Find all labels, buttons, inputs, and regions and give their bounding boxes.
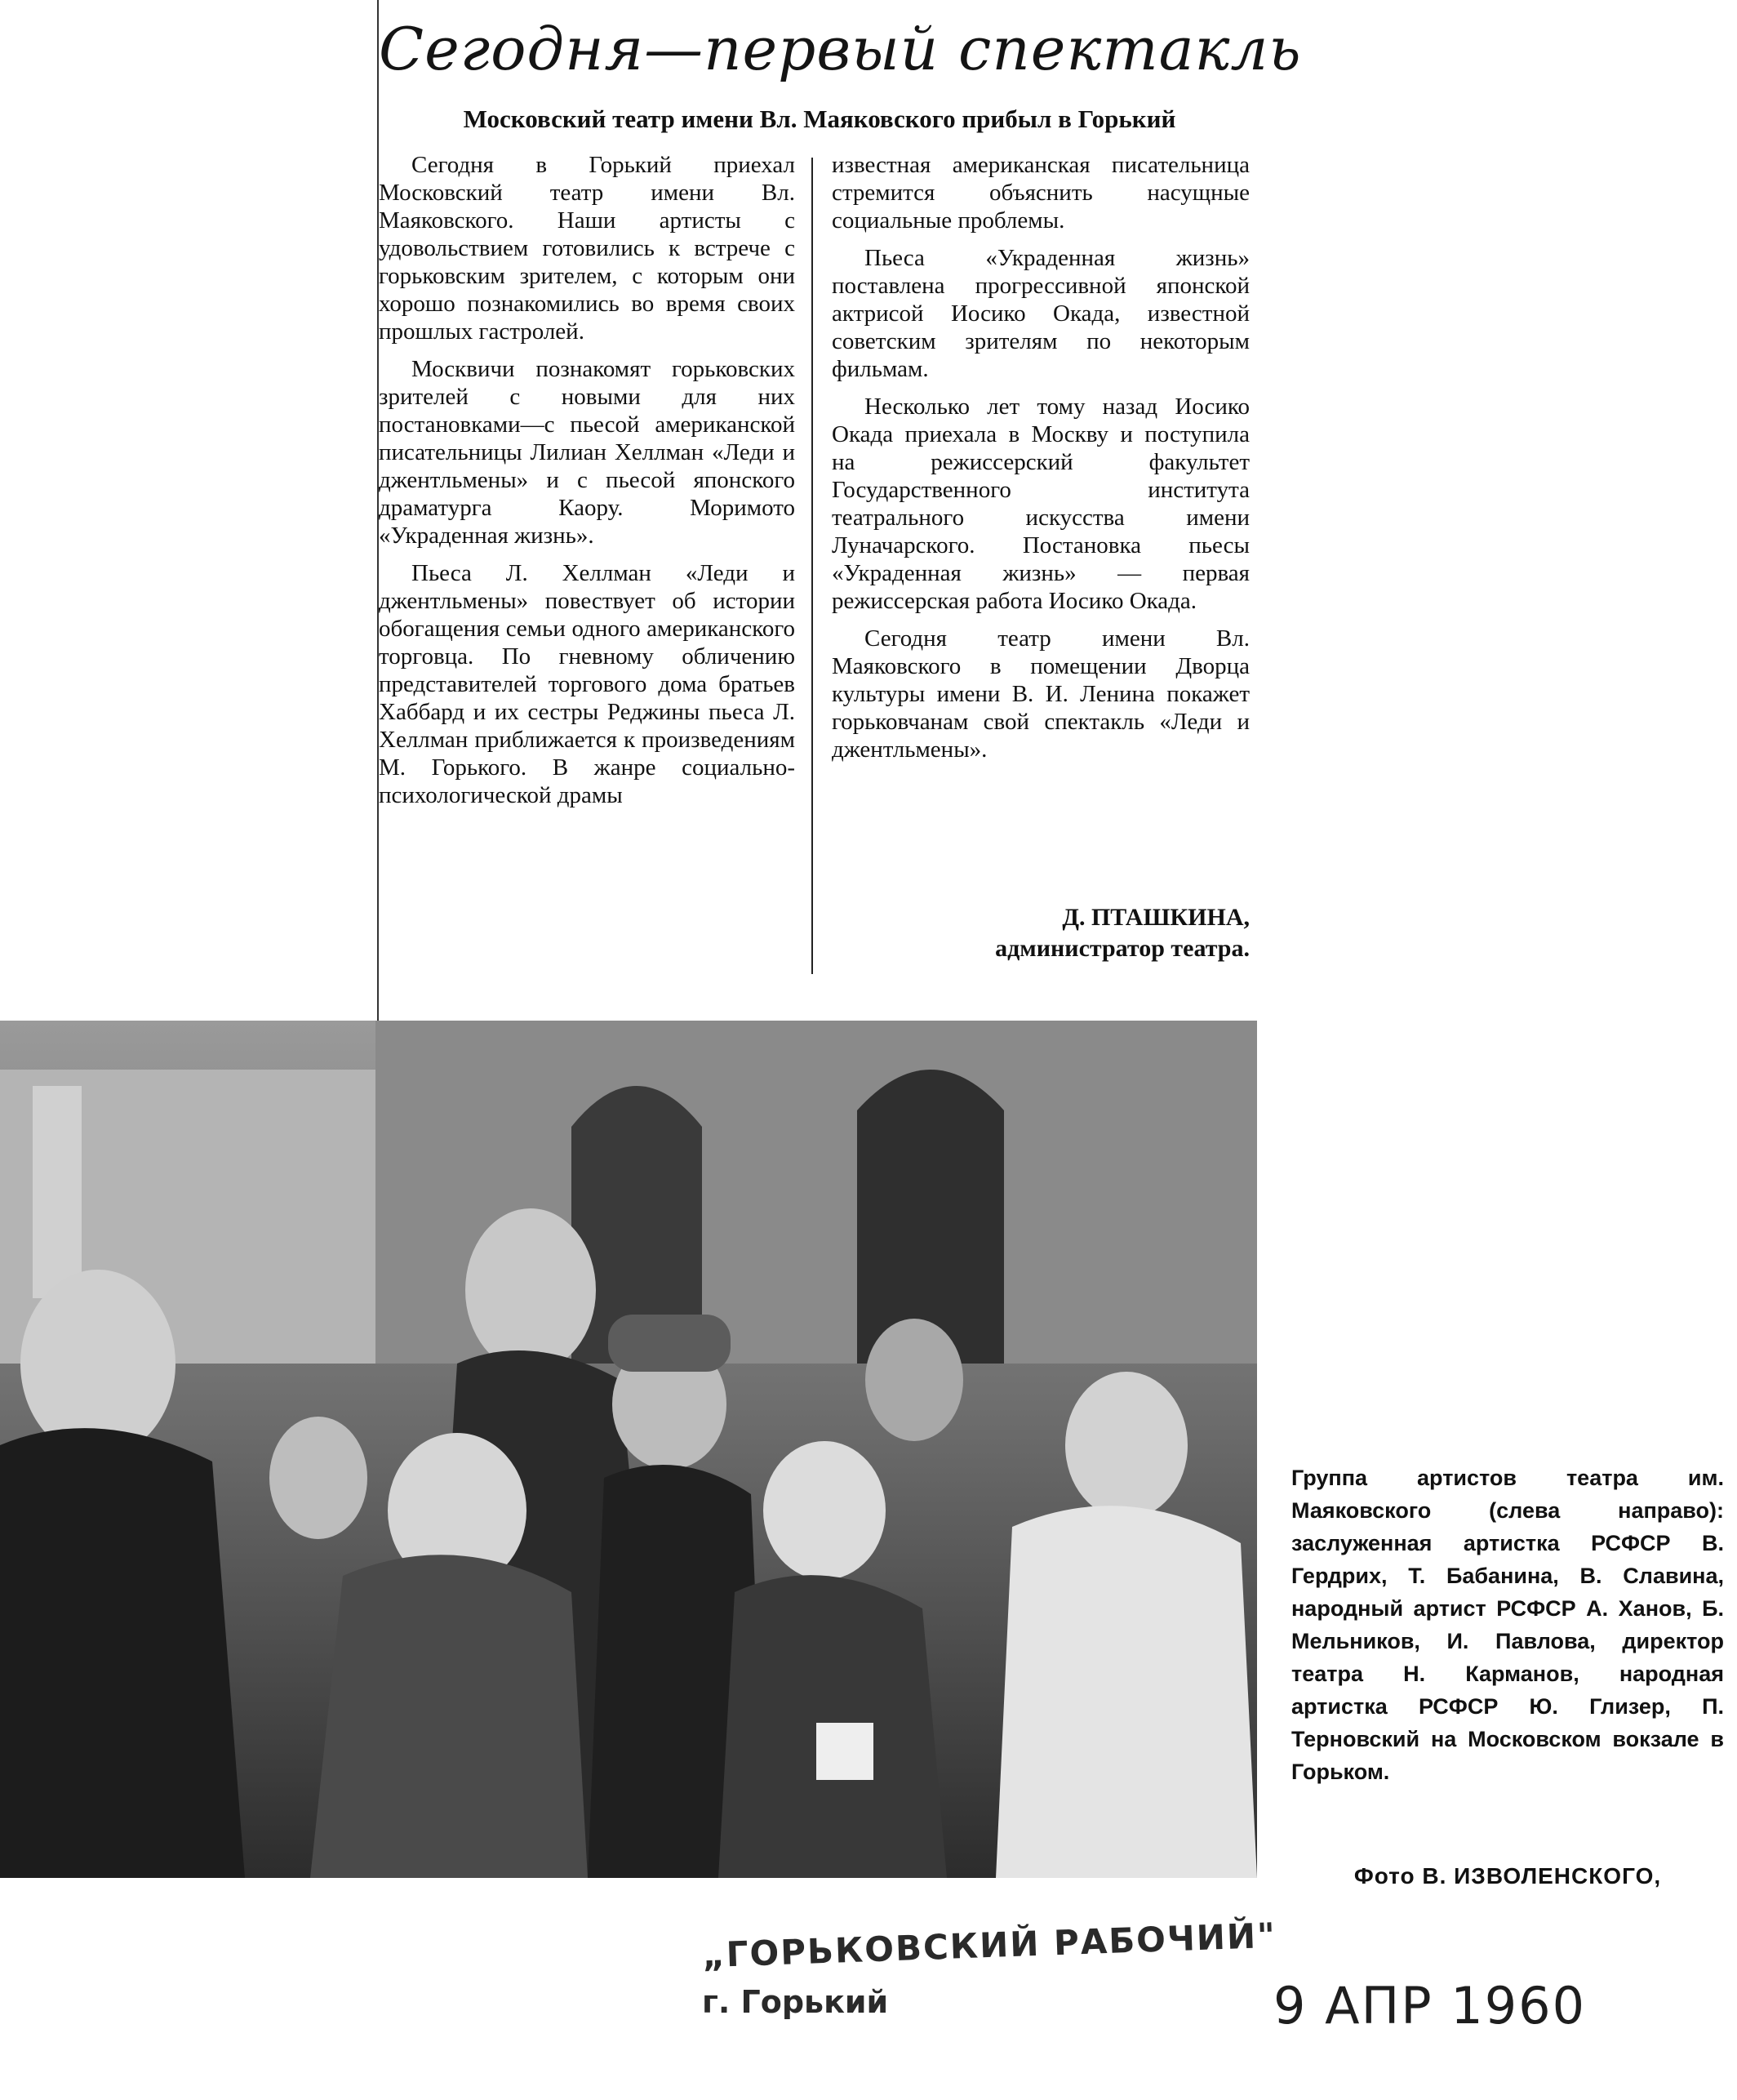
column-divider <box>811 158 813 974</box>
author-name: Д. ПТАШКИНА, <box>1062 904 1250 931</box>
author-role: администратор театра. <box>995 935 1250 962</box>
article-clipping <box>377 0 1302 1021</box>
article-body <box>379 151 1260 968</box>
group-photo <box>0 1021 1257 1878</box>
paragraph: Москвичи познакомят горьковских зрителей с новыми для них постановками—с пьесой американской писательницы Лилиан Хеллман «Леди и джентльмены» и с пьесой японского драматурга Каору. Моримото «Украденная жизнь». <box>379 356 795 549</box>
date-stamp: 9 АПР 1960 <box>1273 1976 1587 2035</box>
article-headline: Сегодня—первый спектакль <box>379 15 1302 83</box>
left-column <box>379 151 795 819</box>
paragraph: известная американская писательница стремится объяснить насущные социальные проблемы. <box>832 152 1250 234</box>
right-column <box>832 151 1250 773</box>
paragraph: Сегодня в Горький приехал Московский театр имени Вл. Маяковского. Наши артисты с удовольствием готовились к встрече с горьковским зрителем, с которым они хорошо познакомились во время своих прошлых гастролей. <box>379 152 795 345</box>
photo-caption: Группа артистов театра им. Маяковского (слева направо): заслуженная артистка РСФСР В. Гердрих, Т. Бабанина, В. Славина, народный артист РСФСР А. Ханов, Б. Мельников, И. Павлова, директор театра Н. Карманов, народная артистка РСФСР Ю. Глизер, П. Терновский на Московском вокзале в Горьком. <box>1291 1466 1724 1784</box>
photo-credit: Фото В. ИЗВОЛЕНСКОГО, <box>1353 1863 1662 1889</box>
paragraph: Несколько лет тому назад Иосико Окада приехала в Москву и поступила на режиссерский факультет Государственного института театрального искусства имени Луначарского. Постановка пьесы «Украденная жизнь» — первая режиссерская работа Иосико Окада. <box>832 394 1250 614</box>
paragraph: Пьеса Л. Хеллман «Леди и джентльмены» повествует об истории обогащения семьи одного американского торговца. По гневному обличению представителей торгового дома братьев Хаббард и их сестры Реджины пьеса Л. Хеллман приближается к произведениям М. Горького. В жанре социально-психологической драмы <box>379 560 795 808</box>
paragraph: Сегодня театр имени Вл. Маяковского в помещении Дворца культуры имени В. И. Ленина покажет горьковчанам свой спектакль «Леди и джентльмены». <box>832 625 1250 763</box>
photo-illustration <box>0 1021 1257 1878</box>
paragraph: Пьеса «Украденная жизнь» поставлена прогрессивной японской актрисой Иосико Окада, известной советским зрителям по некоторым фильмам. <box>832 245 1250 382</box>
newspaper-stamp: „ГОРЬКОВСКИЙ РАБОЧИЙ" <box>701 1915 1277 1976</box>
author-signature <box>832 902 1250 964</box>
article-subheadline: Московский театр имени Вл. Маяковского прибыл в Горький <box>463 105 1176 133</box>
city-stamp: г. Горький <box>702 1984 889 2020</box>
